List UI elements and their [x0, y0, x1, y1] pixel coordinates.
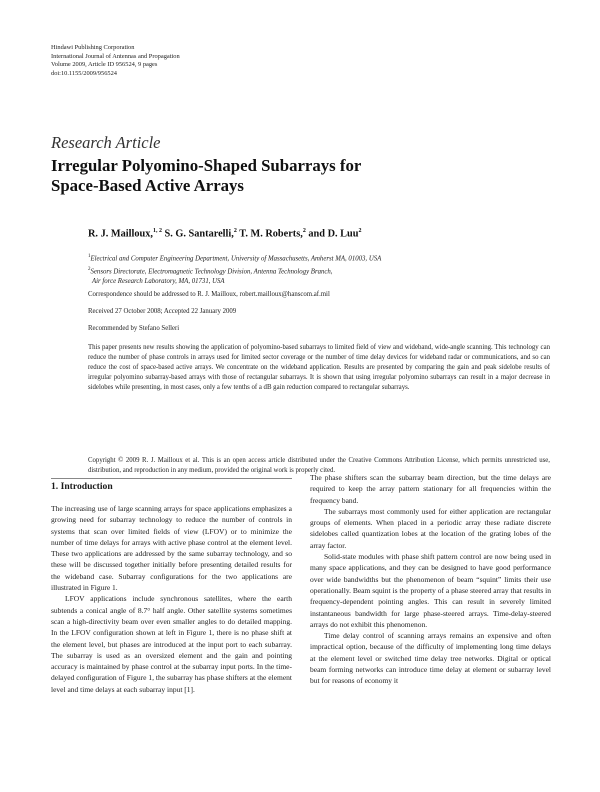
affiliation-1: $^1$Electrical and Computer Engineering Department, University of Massachusetts, Amherst MA, 01003, USA	[88, 254, 382, 263]
journal-name: International Journal of Antennas and Propagation	[51, 52, 180, 60]
paragraph: Solid-state modules with phase shift pattern control are now being used in many space applications, and they can be designed to have good performance over wide bandwidths but the phenomenon of beam “squint” limits their use operationally. Beam squint is the property of a phase steered array that results in frequency-dependent pointing angles. This can result in severely limited instantaneous bandwidth for large phase-steered arrays. Time-delay-steered arrays do not exhibit this phenomenon.	[310, 552, 551, 629]
paragraph: Time delay control of scanning arrays remains an expensive and often impractical option, because of the difficulty of implementing long time delays at the element level or switched time delay tree networks. Digital or optical beam forming networks can introduce time delay at element or subarray level but for reasons of economy it	[310, 631, 551, 686]
abstract: This paper presents new results showing the application of polyomino-based subarrays to limited field of view and wideband, wide-angle scanning. This technology can reduce the number of phase controls in arrays used for limited sector coverage or the number of time delay devices for wideband radar or communications, and so can reduce the cost of space-based active arrays. We concentrate on the wideband application. Results are presented by comparing the gain and peak sidelobe results of irregular polyomino subarray-based arrays with those of rectangular subarrays. It is shown that using irregular polyomino subarrays can result in a major decrease in sidelobes while presenting, in most cases, only a few tenths of a dB gain reduction compared to rectangular subarrays.	[88, 344, 550, 392]
article-type: Research Article	[51, 133, 161, 152]
section-heading: 1. Introduction	[51, 481, 113, 492]
author-affiliation-mark: 2	[302, 228, 306, 234]
dates-line: Received 27 October 2008; Accepted 22 January 2009	[88, 308, 237, 315]
author-list	[88, 228, 361, 239]
paper-title	[51, 156, 471, 196]
author-affiliation-mark: 1, 2	[152, 228, 162, 234]
affiliations	[88, 252, 548, 288]
paragraph: The subarrays most commonly used for either application are rectangular groups of elements. When placed in a periodic array these radiate discrete sidelobes called quantization lobes at the location of the grating lobes of the array factor.	[310, 506, 551, 550]
doi: doi:10.1155/2009/956524	[51, 69, 117, 77]
affiliation-2: $^2$Sensors Directorate, Electromagnetic Technology Division, Antenna Technology Branch,	[88, 266, 333, 275]
author-name: R. J. Mailloux,	[88, 228, 153, 240]
publisher: Hindawi Publishing Corporation	[51, 44, 135, 51]
recommended-line: Recommended by Stefano Selleri	[88, 325, 180, 332]
author-affiliation-mark: 2	[358, 228, 362, 234]
author-name: T. M. Roberts,	[236, 228, 303, 240]
affiliation-2-cont: Air force Research Laboratory, MA, 01731, USA	[92, 278, 225, 286]
correspondence-line: Correspondence should be addressed to R. J. Mailloux, robert.mailloux@hanscom.af.mil	[88, 291, 330, 298]
author-affiliation-mark: 2	[233, 228, 237, 234]
paragraph: The increasing use of large scanning arrays for space applications emphasizes a growing need for subarray technology to reduce the number of controls in systems that scan over limited fields of view (LFOV) or to minimize the number of time delays for arrays with active phase control at the element level. These two applications are addressed by the same subarray technology, and so these will be discussed together initially before presenting detailed results for the wideband case. Subarray configurations for the two applications are illustrated in Figure 1.	[51, 504, 292, 593]
author-name: and D. Luu	[305, 228, 359, 240]
paragraph: LFOV applications include synchronous satellites, where the earth subtends a conical angle of 8.7° half angle. Other satellite systems sometimes scan a high-directivity beam over even smaller angles to do detailed mapping. In the LFOV configuration shown at left in Figure 1, there is no phase shift at the element level, but phases are introduced at the input port to each subarray. The subarray is used as an oversized element and the gain and pointing accuracy is maintained by phase control at the subarray input ports. In the time-delayed configuration of Figure 1, the subarray has phase shifters at the element level and time delays at each subarray input [1].	[51, 594, 292, 694]
author-name: S. G. Santarelli,	[161, 228, 234, 240]
right-column	[310, 472, 551, 687]
title-line-2: Space-Based Active Arrays	[51, 176, 244, 195]
left-column	[51, 475, 292, 695]
journal-header	[51, 44, 180, 78]
title-line-1: Irregular Polyomino-Shaped Subarrays for	[51, 156, 362, 175]
volume-info: Volume 2009, Article ID 956524, 9 pages	[51, 61, 158, 69]
paragraph: The phase shifters scan the subarray beam direction, but the time delays are required to keep the array pattern stationary for all frequencies within the frequency band.	[310, 473, 551, 505]
copyright-notice: Copyright © 2009 R. J. Mailloux et al. This is an open access article distributed under the Creative Commons Attribution License, which permits unrestricted use, distribution, and reproduction in any medium, provided the original work is properly cited.	[88, 457, 550, 475]
